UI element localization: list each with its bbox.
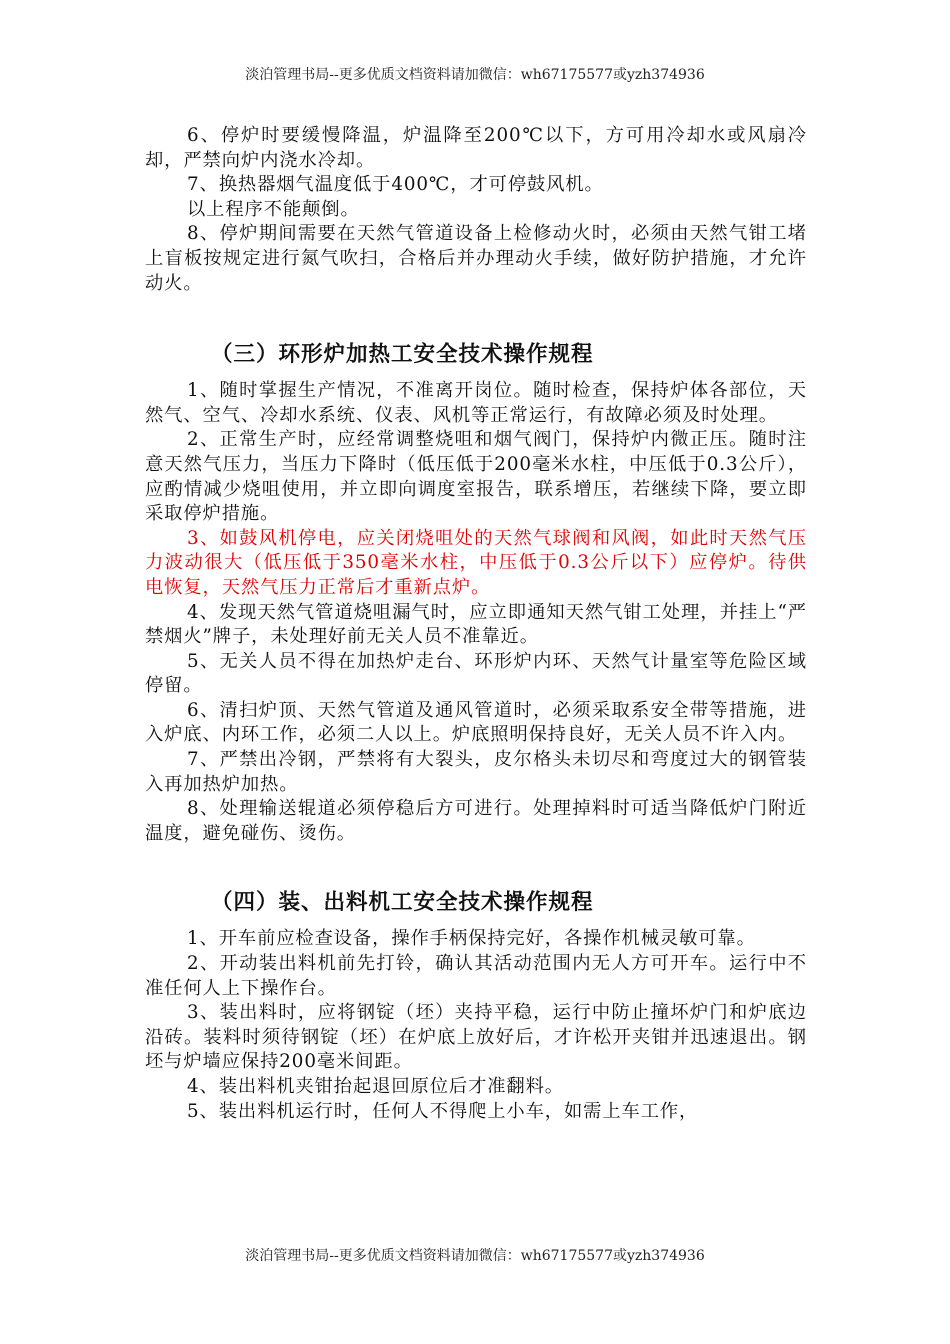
paragraph: 7、换热器烟气温度低于400℃，才可停鼓风机。: [187, 174, 604, 196]
paragraph: 6、清扫炉顶、天然气管道及通风管道时，必须采取系安全带等措施，进入炉底、内环工作，必须二人以上。炉底照明保持良好，无关人员不许入内。: [145, 699, 807, 746]
paragraph: 1、随时掌握生产情况，不准离开岗位。随时检查，保持炉体各部位，天然气、空气、冷却水系统、仪表、风机等正常运行，有故障必须及时处理。: [145, 380, 807, 426]
paragraph: 3、装出料时，应将钢锭（坯）夹持平稳，运行中防止撞坏炉门和炉底边沿砖。装料时须待钢锭（坯）在炉底上放好后，才许松开夹钳并迅速退出。钢坯与炉墙应保持200毫米间距。: [145, 1002, 807, 1073]
paragraph: 2、正常生产时，应经常调整烧咀和烟气阀门，保持炉内微正压。随时注意天然气压力，当压力下降时（低压低于200毫米水柱，中压低于0.3公斤），应酌情减少烧咀使用，并立即向调度室报告，联系增压，若继续下降，要立即采取停炉措施。: [145, 429, 807, 525]
section-heading-3: （三）环形炉加热工安全技术操作规程: [211, 342, 594, 368]
section-heading-4: （四）装、出料机工安全技术操作规程: [211, 890, 594, 916]
paragraph: 以上程序不能颠倒。: [187, 198, 360, 220]
paragraph: 4、发现天然气管道烧咀漏气时，应立即通知天然气钳工处理，并挂上“严禁烟火”牌子，未处理好前无关人员不准靠近。: [145, 601, 807, 648]
paragraph: 5、装出料机运行时，任何人不得爬上小车，如需上车工作，: [187, 1100, 699, 1122]
paragraph: 6、停炉时要缓慢降温，炉温降至200℃以下，方可用冷却水或风扇冷却，严禁向炉内浇水冷却。: [145, 125, 807, 171]
paragraph: 5、无关人员不得在加热炉走台、环形炉内环、天然气计量室等危险区域停留。: [145, 650, 807, 697]
page-header: 淡泊管理书局--更多优质文档资料请加微信：wh67175577或yzh374936: [245, 67, 705, 83]
paragraph: 7、严禁出冷钢，严禁将有大裂头，皮尔格头未切尽和弯度过大的钢管装入再加热炉加热。: [145, 749, 807, 795]
paragraph: 2、开动装出料机前先打铃，确认其活动范围内无人方可开车。运行中不准任何人上下操作台。: [145, 953, 807, 999]
paragraph: 8、停炉期间需要在天然气管道设备上检修动火时，必须由天然气钳工堵上盲板按规定进行氮气吹扫，合格后并办理动火手续，做好防护措施，才允许动火。: [145, 223, 807, 294]
document-body: [145, 124, 807, 1124]
highlighted-paragraph: 3、如鼓风机停电，应关闭烧咀处的天然气球阀和风阀，如此时天然气压力波动很大（低压低于350毫米水柱，中压低于0.3公斤以下）应停炉。待供电恢复，天然气压力正常后才重新点炉。: [145, 527, 807, 598]
paragraph: 8、处理输送辊道必须停稳后方可进行。处理掉料时可适当降低炉门附近温度，避免碰伤、烫伤。: [145, 798, 807, 844]
paragraph: 4、装出料机夹钳抬起退回原位后才准翻料。: [187, 1076, 564, 1097]
page-footer: 淡泊管理书局--更多优质文档资料请加微信：wh67175577或yzh374936: [245, 1248, 705, 1264]
paragraph: 1、开车前应检查设备，操作手柄保持完好，各操作机械灵敏可靠。: [187, 928, 756, 950]
